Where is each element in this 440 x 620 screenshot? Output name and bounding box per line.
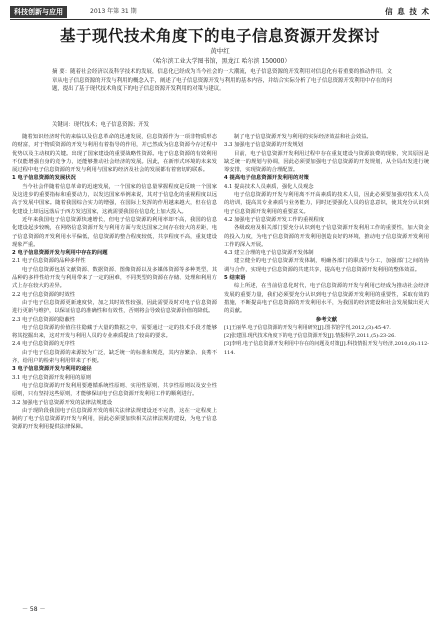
- paragraph: 由于电子信息资源更新速度快，加之其时效性较强，因此需要及时对电子信息资源进行更新与维护，以保证信息的准确性和有效性，否则将会导致信息资源价值的降低。: [12, 299, 217, 315]
- keywords: 关键词：现代技术；电子信息资源；开发: [52, 122, 150, 128]
- author-name: 黄中红: [210, 47, 230, 55]
- paragraph: 由于现阶段我国电子信息资源开发的相关法律法规建设还不完善，这在一定程度上制约了电子信息资源的开发与利用，因此必须要加快相关法律法规的建设，为电子信息资源的开发利用提供法律保障。: [12, 407, 217, 431]
- article-title: 基于现代技术角度下的电子信息资源开发探讨: [59, 27, 380, 45]
- paragraph: 电子信息资源的价值往往隐藏于大量的数据之中，需要通过一定的技术手段才能够将其挖掘出来，这对开发与利用人员的专业素质提出了较高的要求。: [12, 324, 217, 340]
- section-heading: 2 电子信息资源开发与利用中存在的问题: [12, 250, 108, 257]
- issue-label: 2013 年第 31 期: [90, 8, 137, 15]
- section-heading: 1 电子信息资源的发展状况: [12, 175, 76, 182]
- author-affiliation: （哈尔滨工业大学图书馆，黑龙江 哈尔滨 150000）: [149, 58, 291, 65]
- abstract: 摘 要：随着社会经济以及科学技术的发展，信息化已经成为当今社会的一大潮流，电子信息资源的开发利用对信息化有着重要的推动作用。文章从电子信息资源的开发与利用的概念入手，阐述了电子信息资源开发与利用的基本内容，并结合实际分析了电子信息资源开发利用中存在的问题，提出了基于现代技术角度下的电子信息资源开发利用的对策与建议。: [52, 69, 392, 93]
- journal-name: 科技创新与应用: [10, 6, 67, 18]
- paragraph: 近年来我国电子信息资源快速增长，但电子信息资源的利用率却不高，我国的信息化建设起步较晚，在网络信息资源开发与利用方面与发达国家之间存在较大的差距，电子信息资源的开发利用水平偏低，信息资源的整合程度较低，共享程度不高，重复建设现象严重。: [12, 216, 217, 248]
- reference-item: [3]李明.电子信息资源开发利用中存在的问题及对策[J].科技情报开发与经济,2010,(8):112-114.: [224, 341, 429, 356]
- reference-item: [1]王丽华.电子信息资源的开发与利用研究[J].图书馆学刊,2012,(3):45-47.: [224, 324, 391, 331]
- subsection-heading: 4.3 建立合理的电子信息资源开发体制: [224, 250, 314, 257]
- section-heading: 4 提高电子信息资源开发利用的对策: [224, 175, 309, 182]
- subsection-heading: 2.4 电子信息资源的无序性: [12, 341, 76, 348]
- subsection-heading: 3.3 加强电子信息资源的开发规划: [224, 142, 303, 149]
- right-column: [224, 133, 429, 357]
- paragraph: 当今社会伴随着信息革命的迅速发展，一个国家的信息量掌握程度是反映一个国家及这进步的重要指标和重要动力，以发达国家举例来说，其对于信息化的重视程度以远高于发展中国家。随着我国综合实力的增强，在国际上发挥的作用越来越大，但在信息化建设上却远远落后于西方发达国家，这就需要我国在信息化上加大投入。: [12, 183, 217, 215]
- paragraph: 由于电子信息资源的来源较为广泛，缺乏统一的标准和规范，其内容繁杂、良莠不齐，给用户的检索与利用带来了不便。: [12, 349, 217, 365]
- paragraph: 建立健全的电子信息资源开发体制，明确各部门的职责与分工，加强部门之间的协调与合作，实现电子信息资源的共建共享，提高电子信息资源开发利用的整体效益。: [224, 258, 429, 273]
- paragraph: 电子信息资源的开发利用要遵循系统性原则、实用性原则、共享性原则以及安全性原则，只有坚持这些原则，才能够保证电子信息资源开发利用工作的顺利进行。: [12, 382, 217, 398]
- paragraph: 各级政府及相关部门要充分认识到电子信息资源开发利用工作的重要性，加大资金的投入力度，为电子信息资源的开发利用创造良好的环境，推动电子信息资源开发利用工作的深入开展。: [224, 225, 429, 248]
- subsection-heading: 2.3 电子信息资源的隐蔽性: [12, 316, 76, 323]
- subsection-heading: 2.2 电子信息资源的时效性: [12, 291, 76, 298]
- running-header: [10, 6, 430, 20]
- section-heading: 5 结束语: [224, 275, 246, 282]
- paragraph: 电子信息资源的开发与利用离不开高素质的技术人员，因此必须要加强对技术人员的培训，提高其专业素质与业务能力，同时还要强化人员的信息意识，使其充分认识到电子信息资源开发利用的重要意义。: [224, 192, 429, 215]
- subsection-heading: 3.2 加强电子信息资源开发的法律法规建设: [12, 399, 113, 406]
- paragraph: 制了电子信息资源开发与利用的实际经济效益和社会效益。: [234, 134, 372, 140]
- section-heading: 3 电子信息资源开发与利用的途径: [12, 366, 92, 373]
- subsection-heading: 4.2 加强电子信息资源开发工作的重视程度: [224, 216, 325, 223]
- paragraph: 随着知识经济时代的来临以及信息革命的迅速发展，信息资源作为一项非物质形态的财富，对于物质资源的开发与利用有着指导的作用，并已然成为信息资源今存过程中优势以及主动权的关键。出现了国家建设的重要战略性资源。电子信息资源的有效利用不仅能增强自身的竞争力，还能够推动社会经济的发展。因此，在新形式环境的未来发展过程中电子信息资源的开发与利用与国家的经济及社会的发展都有着密切的联系。: [12, 134, 217, 174]
- paragraph: 电子信息资源包括文献资源、数据资源、图像资源以及多媒体资源等多种类型，其品种的多样性给开发与利用带来了一定的困难，不同类型的资源在存储、处理和利用方式上存在较大的差异。: [12, 266, 217, 290]
- page-number: － 58 －: [22, 606, 46, 613]
- subsection-heading: 3.1 电子信息资源开发利用的原则: [12, 374, 91, 381]
- paragraph: 综上所述，在当前信息化时代，电子信息资源的开发与利用已经成为推动社会经济发展的重要力量，我们必须要充分认识到电子信息资源开发利用的重要性，采取有效的措施，不断提高电子信息资源的开发利用水平，为我国的经济建设和社会发展做出更大的贡献。: [224, 283, 429, 315]
- left-column: [12, 133, 217, 432]
- references-heading: 参考文献: [315, 316, 338, 323]
- reference-item: [2]张建国.现代技术角度下的电子信息资源开发[J].情报科学,2011,(5):23-26.: [224, 333, 396, 340]
- subsection-heading: 2.1 电子信息资源的品种多样性: [12, 258, 86, 265]
- subsection-heading: 4.1 提高技术人员素质，强化人员观念: [224, 183, 314, 190]
- section-label: 信 息 技 术: [385, 7, 430, 16]
- paragraph: 目前，电子信息资源开发利用过程中存在重复建设与资源浪费的现象，究其原因是缺乏统一的规划与协调，因此必须要加强电子信息资源的开发规划，从全局出发进行统筹安排，实现资源的合理配置。: [224, 150, 429, 174]
